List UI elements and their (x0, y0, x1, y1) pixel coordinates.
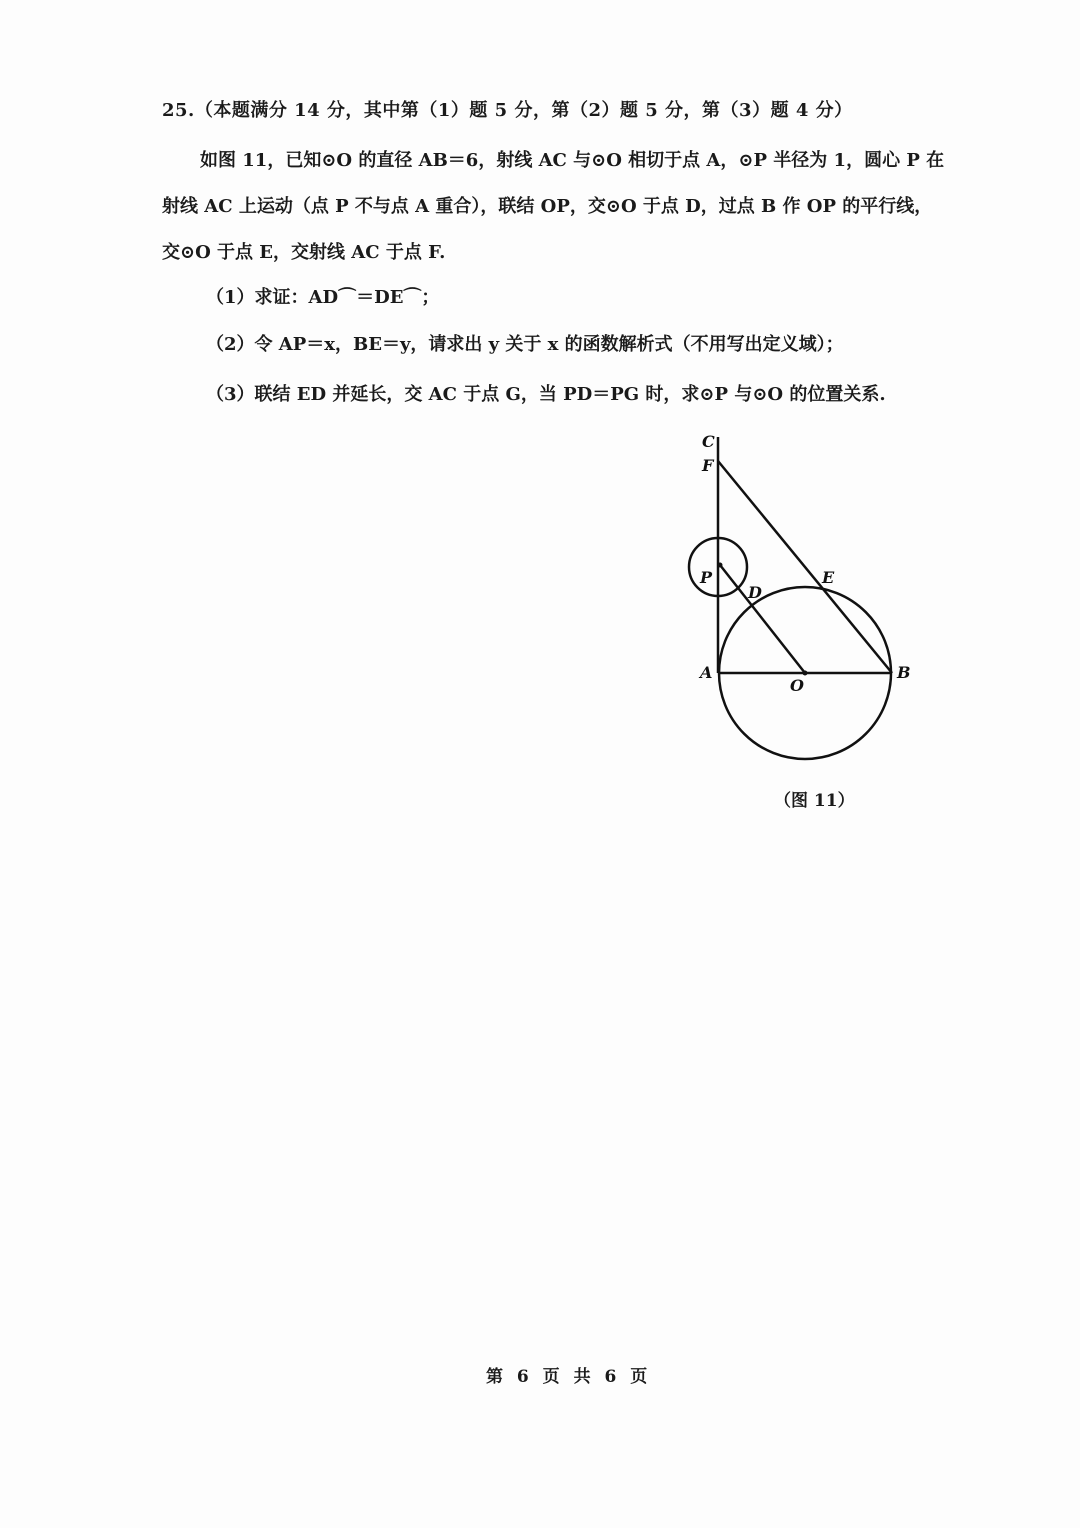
label-p: P (700, 568, 713, 587)
sub-question-2: （2）令 AP＝x，BE＝y，请求出 y 关于 x 的函数解析式（不用写出定义域）； (206, 334, 844, 355)
label-b: B (897, 663, 911, 682)
sub-question-1: （1）求证：AD⌒＝DE⌒； (206, 287, 440, 308)
label-o: O (790, 676, 804, 695)
line-bf (718, 461, 892, 673)
label-d: D (748, 583, 762, 602)
label-a: A (700, 663, 713, 682)
geometry-diagram (680, 425, 930, 825)
statement-line-3: 交⊙O 于点 E，交射线 AC 于点 F. (162, 242, 446, 263)
point-o (803, 671, 808, 676)
figure-caption: （图 11） (774, 791, 855, 811)
problem-header: 25.（本题满分 14 分，其中第（1）题 5 分，第（2）题 5 分，第（3）题 4 分） (162, 100, 853, 121)
problem-statement (162, 138, 952, 276)
label-e: E (822, 568, 835, 587)
page-footer: 第 6 页 共 6 页 (486, 1367, 652, 1387)
segment-op (720, 565, 805, 673)
label-f: F (702, 456, 714, 475)
statement-line-1: 如图 11，已知⊙O 的直径 AB＝6，射线 AC 与⊙O 相切于点 A，⊙P 半径为 1，圆心 P 在 (200, 150, 945, 171)
statement-line-2: 射线 AC 上运动（点 P 不与点 A 重合），联结 OP，交⊙O 于点 D，过点 B 作 OP 的平行线， (162, 196, 933, 217)
point-p (718, 563, 723, 568)
label-c: C (702, 432, 715, 451)
geometry-figure (680, 425, 930, 825)
sub-question-3: （3）联结 ED 并延长，交 AC 于点 G，当 PD＝PG 时，求⊙P 与⊙O 的位置关系. (206, 384, 886, 405)
